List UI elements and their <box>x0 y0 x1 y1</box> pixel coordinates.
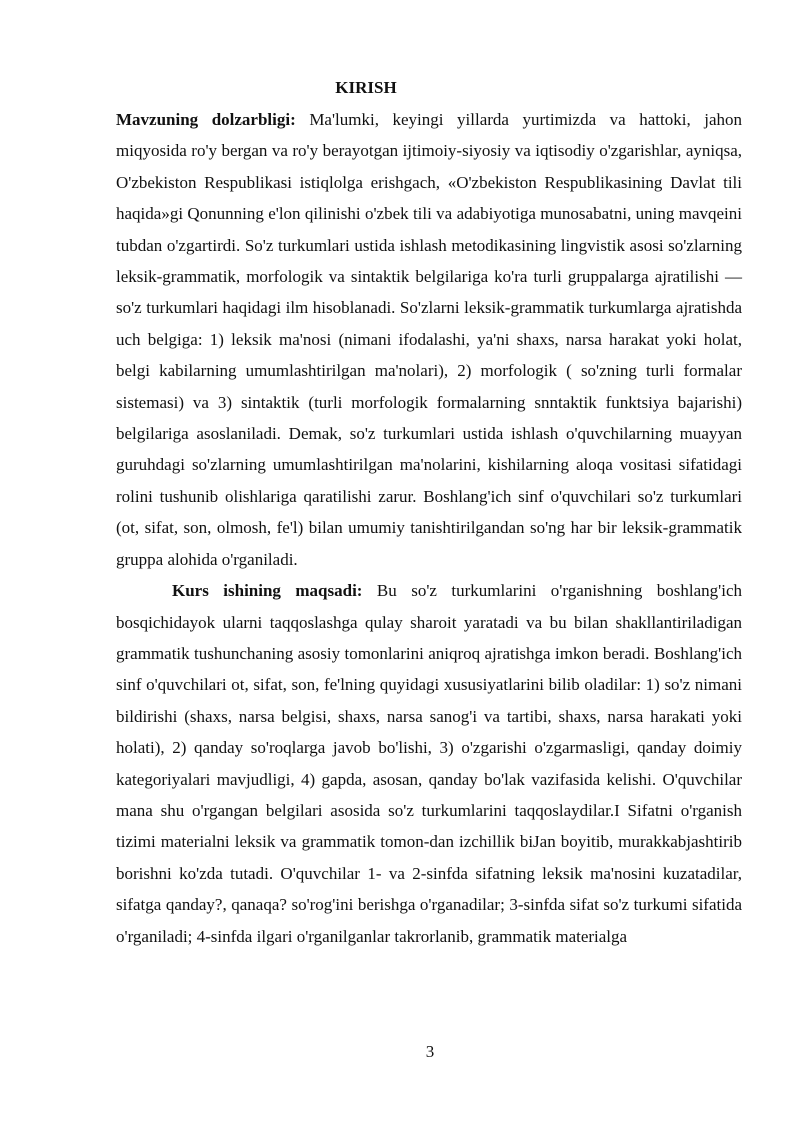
page-title: KIRISH <box>335 78 397 97</box>
document-body <box>116 104 742 952</box>
paragraph-lead-relevance: Mavzuning dolzarbligi: <box>116 110 296 129</box>
page-number: 3 <box>425 1042 435 1061</box>
paragraph-relevance <box>116 104 742 575</box>
paragraph-goal <box>116 575 742 952</box>
paragraph-lead-goal: Kurs ishining maqsadi: <box>172 581 363 601</box>
paragraph-text-relevance: Ma'lumki, keyingi yillarda yurtimizda va hattoki, jahon miqyosida ro'y bergan va ro'y berayotgan ijtimoiy-siyosiy va iqtisodiy o'zgarishlar, ayniqsa, O'zbekiston Respublikasi istiqlolga erishgach, «O'zbekiston Respublikasining Davlat tili haqida»gi Qonunning e'lon qilinishi o'zbek tili va adabiyotiga munosabatni, uning mavqeini tubdan o'zgartirdi. So'z turkumlari ustida ishlash metodikasining lingvistik asosi so'zlarning leksik-grammatik, morfologik va sintaktik belgilariga ko'ra turli gruppalarga ajratilishi — so'z turkumlari haqidagi ilm hisoblanadi. So'zlarni leksik-grammatik turkumlarga ajratishda uch belgiga: 1) leksik ma'nosi (nimani ifodalashi, ya'ni shaxs, narsa harakat yoki holat, belgi kabilarning umumlashtirilgan ma'nolari), 2) morfologik ( so'zning turli formalar sistemasi) va 3) sintaktik (turli morfologik formalarning snntaktik funktsiya bajarishi) belgilariga asoslaniladi. Demak, so'z turkumlari ustida ishlash o'quvchilarning muayyan guruhdagi so'zlarning umumlashtirilgan ma'nolarini, kishilarning aloqa vositasi sifatidagi rolini tushunib olishlariga qaratilishi zarur. Boshlang'ich sinf o'quvchilari so'z turkumlari (ot, sifat, son, olmosh, fe'l) bilan umumiy tanishtirilgandan so'ng har bir leksik-grammatik gruppa alohida o'rganiladi. <box>116 110 743 569</box>
paragraph-text-goal: Bu so'z turkumlarini o'rganishning boshlang'ich bosqichidayok ularni taqqoslashga qulay sharoit yaratadi va bu bilan shakllantiriladigan grammatik tushunchaning asosiy tomonlarini aniqroq ajratishga imkon beradi. Boshlang'ich sinf o'quvchilari ot, sifat, son, fe'lning quyidagi xususiyatlarini bilib oladilar: 1) so'z nimani bildirishi (shaxs, narsa belgisi, shaxs, narsa sanog'i va tartibi, shaxs, narsa harakati yoki holati), 2) qanday so'roqlarga javob bo'lishi, 3) o'zgarishi o'zgarmasligi, qanday doimiy kategoriyalari mavjudligi, 4) gapda, asosan, qanday bo'lak vazifasida kelishi. O'quvchilar mana shu o'rgangan belgilari asosida so'z turkumlarini taqqoslaydilar.I Sifatni o'rganish tizimi materialni leksik va grammatik tomon-dan izchillik biJan boyitib, murakkabjashtirib borishni ko'zda tutadi. O'quvchilar 1- va 2-sinfda sifatning leksik ma'nosini kuzatadilar, sifatga qanday?, qanaqa? so'rog'ini berishga o'rganadilar; 3-sinfda sifat so'z turkumi sifatida o'rganiladi; 4-sinfda ilgari o'rganilganlar takrorlanib, grammatik materialga <box>116 581 742 946</box>
